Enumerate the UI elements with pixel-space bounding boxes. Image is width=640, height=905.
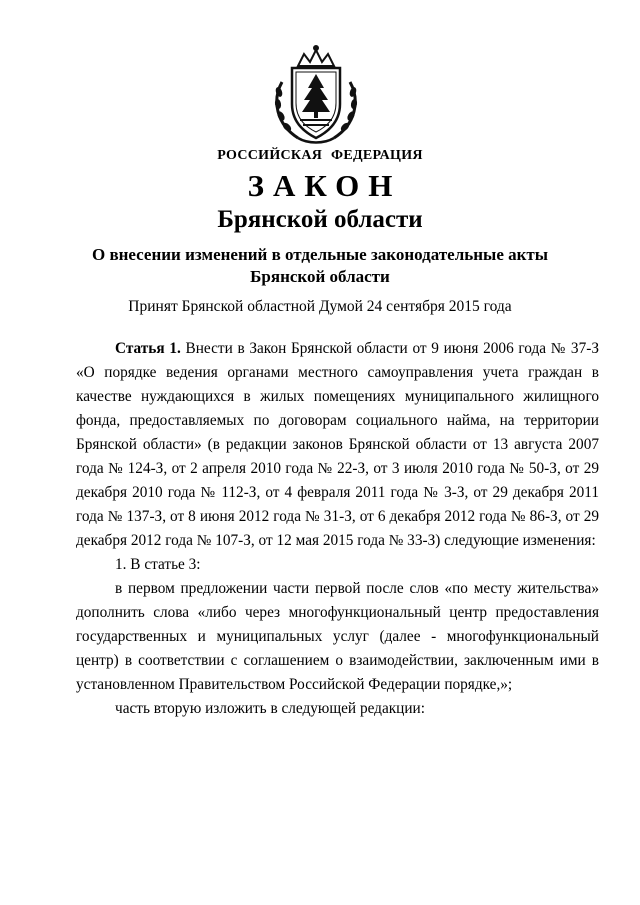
law-subject-line-1: О внесении изменений в отдельные законодательные акты — [91, 245, 549, 264]
region-title: Брянской области — [217, 206, 423, 233]
article-1-paragraph — [76, 337, 599, 553]
article-1-text: Внести в Закон Брянской области от 9 июня 2006 года № 37-З «О порядке ведения органами местного самоуправления учета граждан в качестве нуждающихся в жилых помещениях муниципального жилищного фонда, предоставляемых по договорам социального найма, на территории Брянской области» (в редакции законов Брянской области от 13 августа 2007 года № 124-З, от 2 апреля 2010 года № 22-З, от 3 июля 2010 года № 50-З, от 29 декабря 2010 года № 112-З, от 4 февраля 2011 года № 3-З, от 29 декабря 2011 года № 137-З, от 8 июня 2012 года № 31-З, от 6 декабря 2012 года № 86-З, от 29 декабря 2012 года № 107-З, от 12 мая 2015 года № 33-З) следующие изменения: — [76, 340, 599, 549]
law-body — [76, 337, 599, 721]
federation-heading: РОССИЙСКАЯ ФЕДЕРАЦИЯ — [217, 148, 423, 163]
item-1: 1. В статье 3: — [115, 556, 201, 573]
amendment-paragraph-1: в первом предложении части первой после слов «по месту жительства» дополнить слова «либо через многофункциональный центр предоставления государственных и муниципальных услуг (далее - многофункциональный центр) в соответствии с соглашением о взаимодействии, заключенным ими в установленном Правительством Российской Федерации порядке,»; — [76, 580, 599, 693]
adoption-note: Принят Брянской областной Думой 24 сентября 2015 года — [128, 298, 512, 315]
article-1-title: Статья 1. — [115, 340, 181, 357]
law-subject-line-2: Брянской области — [250, 267, 390, 286]
amendment-paragraph-2: часть вторую изложить в следующей редакции: — [115, 700, 425, 717]
law-title: ЗАКОН — [247, 168, 402, 203]
law-subject — [0, 244, 640, 288]
coat-of-arms-icon — [268, 42, 364, 146]
